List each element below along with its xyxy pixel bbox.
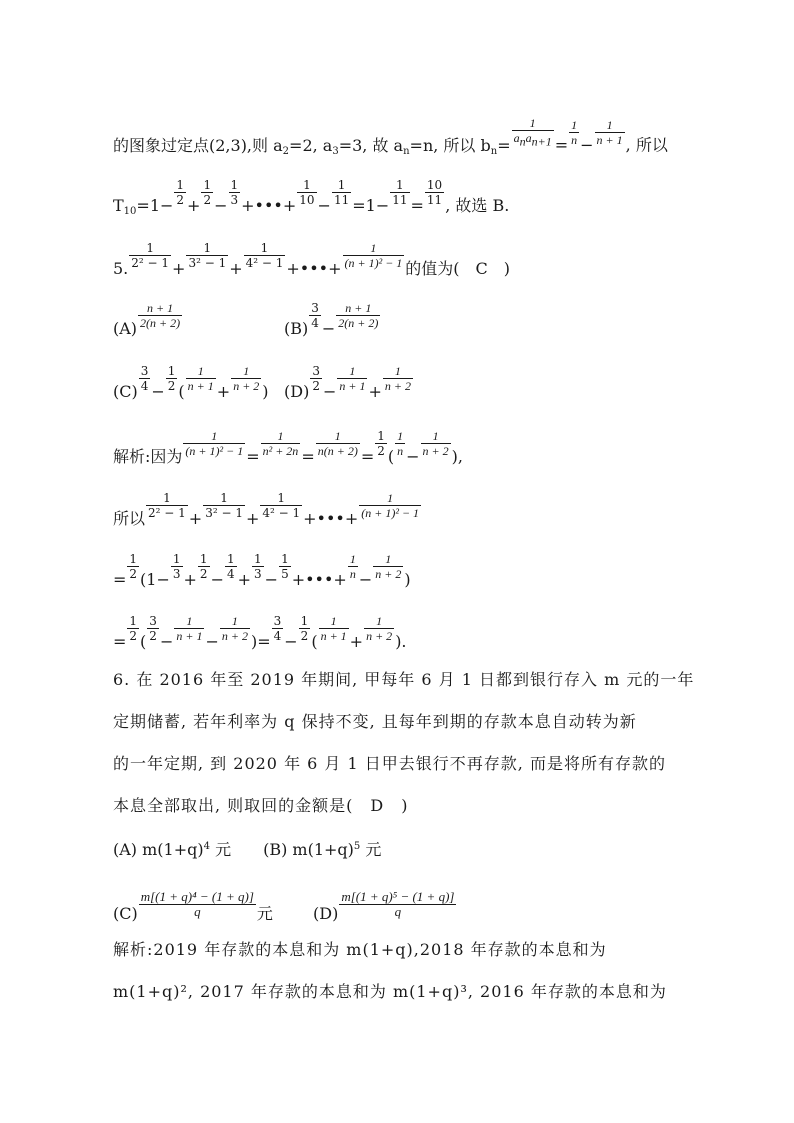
question-6-line-3: 的一年定期, 到 2020 年 6 月 1 日甲去银行不再存款, 而是将所有存款的 — [113, 754, 666, 773]
solution-5-line-2: 所以 $\frac{1}{\text{2² − 1}}$ + $\frac{1}{\text{3² − 1}}$ + $\frac{1}{\text{4² − 1}}$ +•••+ $\frac{1}{\text{(n + 1)² − 1}}$ — [113, 491, 420, 528]
solution-line-2: $T_{10}=1-$ $\frac{1}{2}$ + $\frac{1}{2}$ − $\frac{1}{3}$ +•••+ $\frac{1}{10}$ − $\frac{1}{11}$ =1− $\frac{1}{11}$ = $\frac{10}{11}$ , 故选 B. — [113, 178, 510, 217]
option-6ab: (A) $m(1+q)^4$ 元 (B) $m(1+q)^5$ 元 — [113, 840, 382, 859]
solution-5-line-4: = $\frac{1}{2}$ ( $\frac{3}{2}$ − $\frac{1}{n + 1}$ − $\frac{1}{n + 2}$ )= $\frac{3}{4}$ − $\frac{1}{2}$ ( $\frac{1}{n + 1}$ + $\frac{1}{n + 2}$ ). — [113, 614, 407, 651]
option-5b: (B) $\frac{3}{4}$ − $\frac{n + 1}{2(n + 2)}$ — [284, 301, 379, 338]
option-5c: (C) $\frac{3}{4}$ − $\frac{1}{2}$ ( $\frac{1}{n + 1}$ + $\frac{1}{n + 2}$ ) — [113, 364, 269, 401]
solution-line-1: 的图象过定点(2,3),则 $a_2=2$, $a_3=3$, 故 $a_n=n$, 所以 $b_n=$ 1 $a_na_{n+1}$ = $\frac{1}{n}$ − $\frac{1}{n + 1}$ , 所以 — [113, 116, 668, 157]
question-6-line-2: 定期储蓄, 若年利率为 q 保持不变, 且每年到期的存款本息自动转为新 — [113, 712, 637, 731]
solution-5-line-3: = $\frac{1}{2}$ (1− $\frac{1}{3}$ + $\frac{1}{2}$ − $\frac{1}{4}$ + $\frac{1}{3}$ − $\frac{1}{5}$ +•••+ $\frac{1}{n}$ − $\frac{1}{n + 2}$ ) — [113, 552, 411, 589]
option-5a: (A) $\frac{n + 1}{2(n + 2)}$ — [113, 301, 181, 338]
question-6-line-1: 6. 在 2016 年至 2019 年期间, 甲每年 6 月 1 日都到银行存入 m 元的一年 — [113, 670, 695, 689]
question-5: 5. $\frac{1}{\text{2² − 1}}$ + $\frac{1}{\text{3² − 1}}$ + $\frac{1}{\text{4² − 1}}$ +•••+ $\frac{1}{\text{(n + 1)² − 1}}$ 的值为( C ) — [113, 241, 511, 278]
question-6-line-4: 本息全部取出, 则取回的金额是( D ) — [113, 796, 409, 815]
option-5d: (D) $\frac{3}{2}$ − $\frac{1}{n + 1}$ + $\frac{1}{n + 2}$ — [284, 364, 411, 401]
solution-6-line-2: m(1+q)², 2017 年存款的本息和为 m(1+q)³, 2016 年存款的本息和为 — [113, 982, 667, 1001]
option-6c: (C) $\frac{\text{m[(1 + q)⁴ − (1 + q)]}}{q}$ 元 — [113, 889, 273, 923]
option-6d: (D) $\frac{\text{m[(1 + q)⁵ − (1 + q)]}}{q}$ — [313, 889, 455, 923]
solution-5-line-1: 解析:因为 $\frac{1}{\text{(n + 1)² − 1}}$ = $\frac{1}{\text{n² + 2n}}$ = $\frac{1}{n(n + 2)}$ = $\frac{1}{2}$ ( $\frac{1}{n}$ − $\frac{1}{n + 2}$ ), — [113, 429, 463, 466]
solution-6-line-1: 解析:2019 年存款的本息和为 m(1+q),2018 年存款的本息和为 — [113, 940, 607, 959]
